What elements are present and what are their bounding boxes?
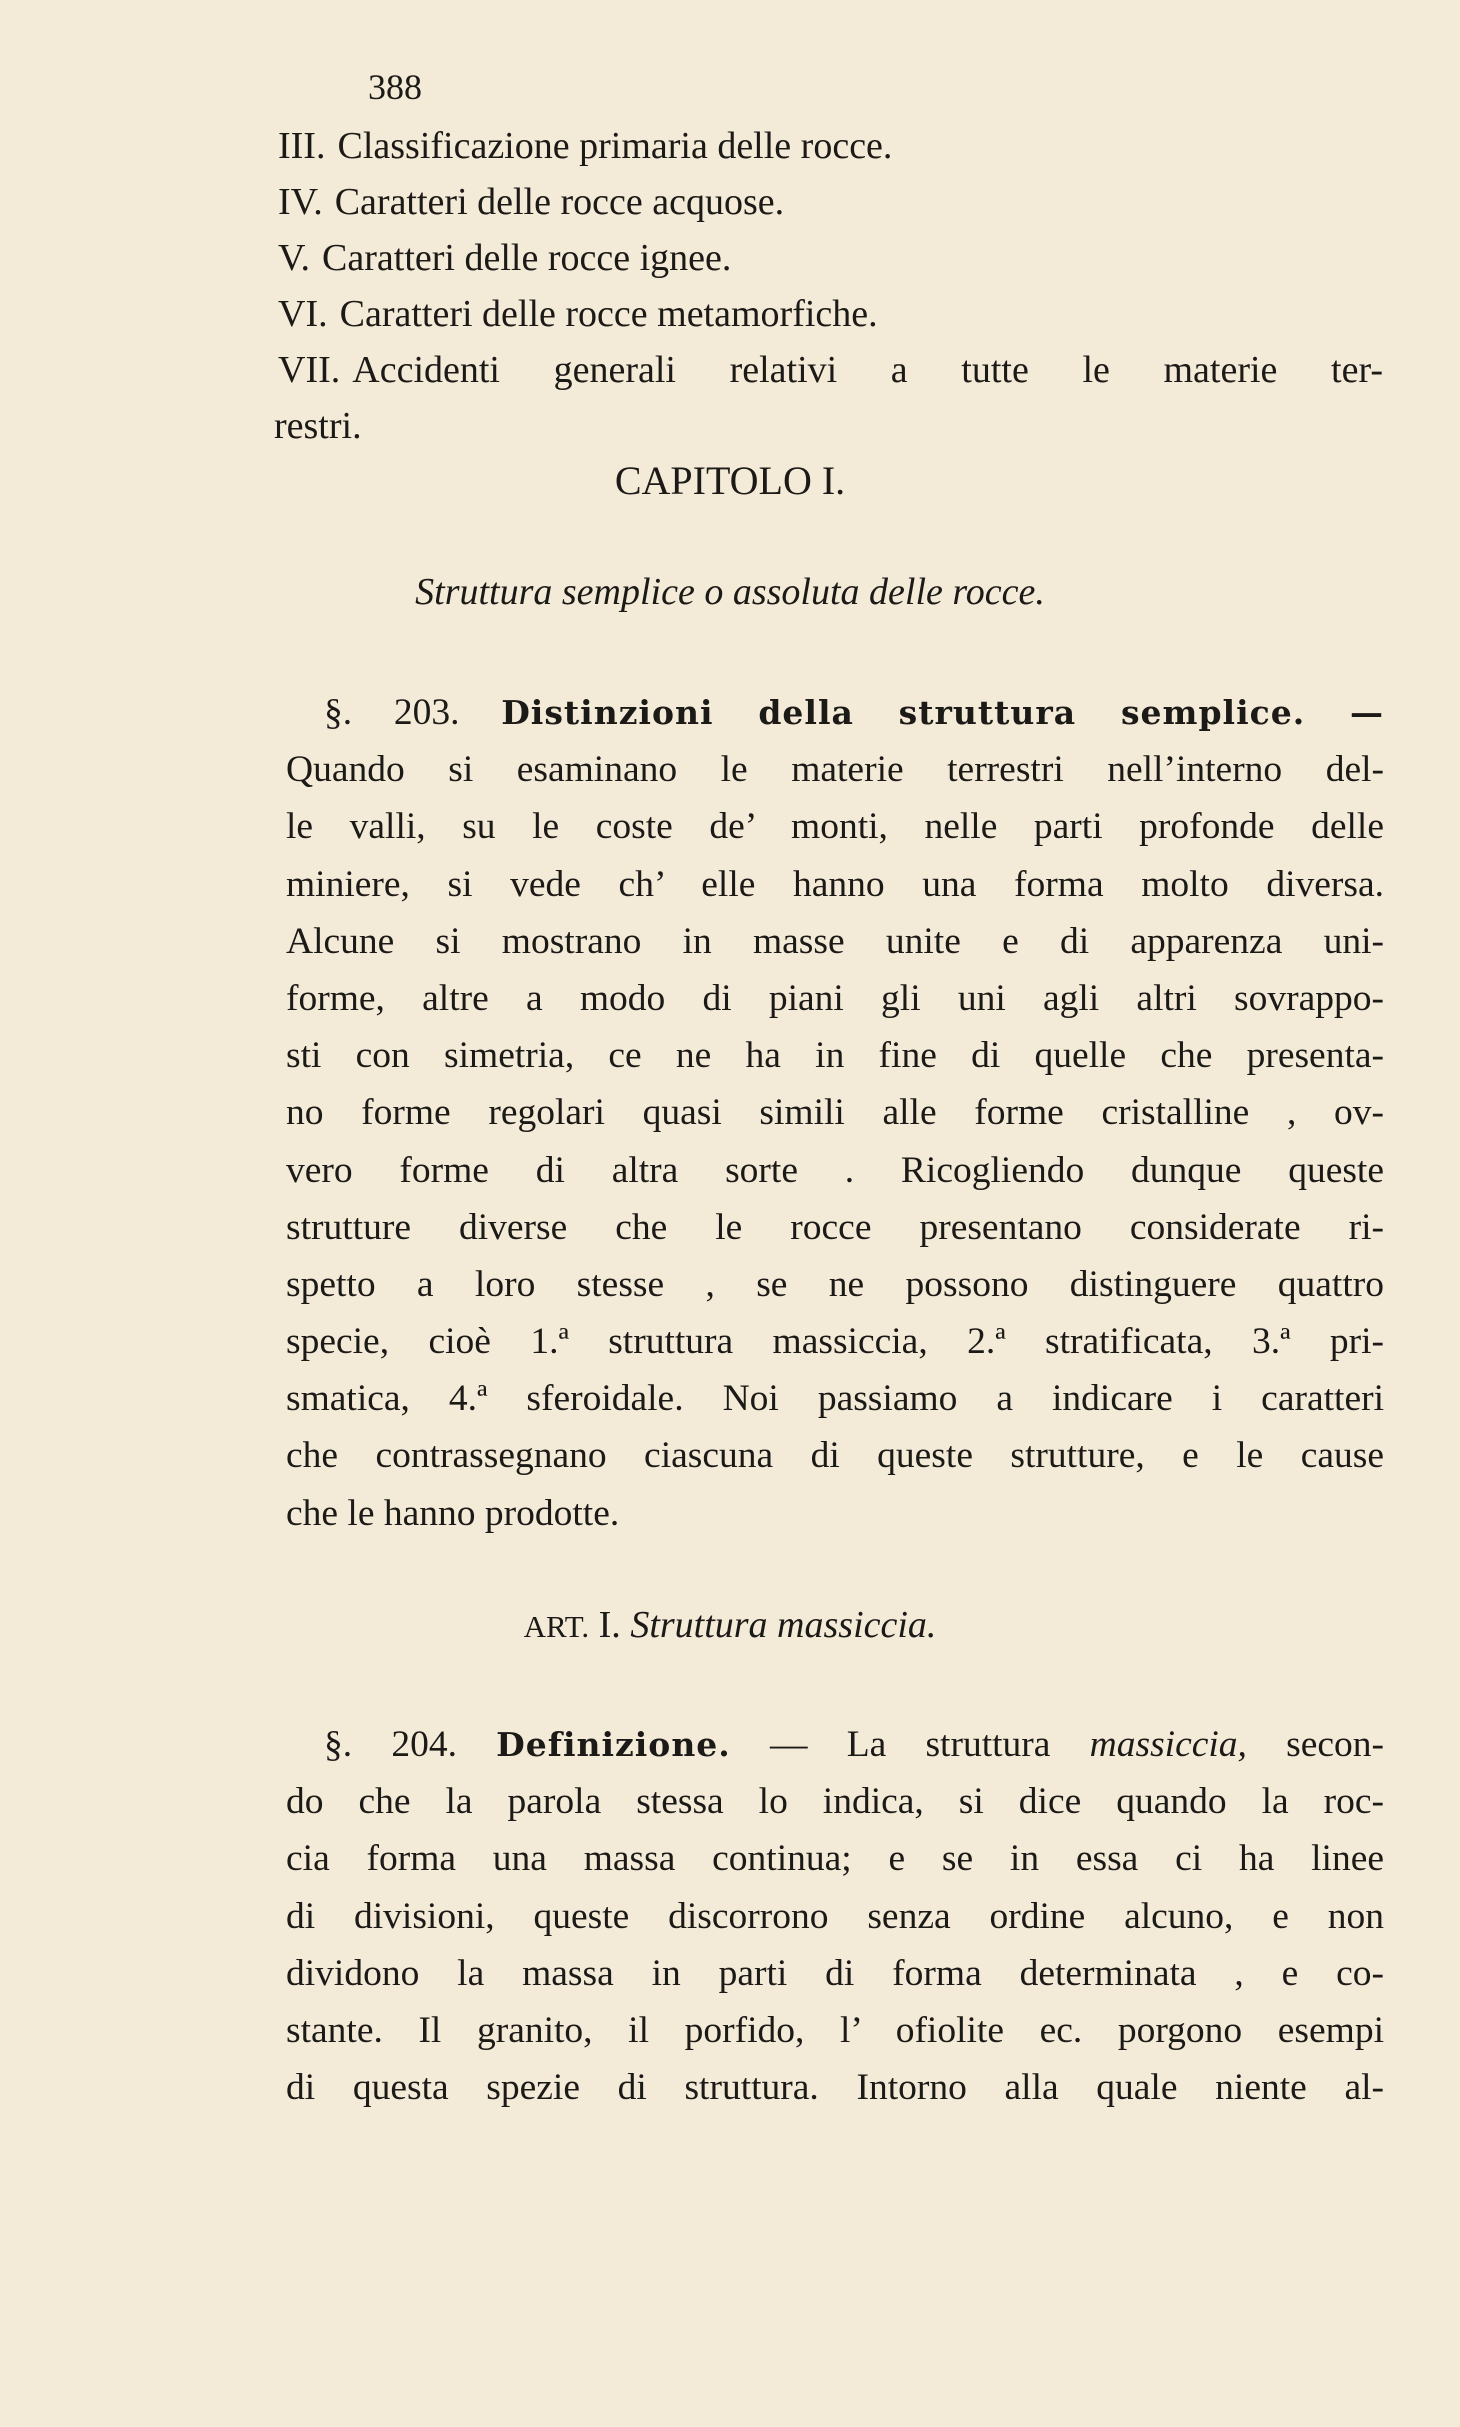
chapter-subtitle: Struttura semplice o assoluta delle rocce. xyxy=(415,571,1045,613)
text-line: spetto a loro stesse , se ne possono distinguere quattro xyxy=(286,1263,1384,1305)
section-203 xyxy=(286,684,1384,1542)
toc-item-continuation: restri. xyxy=(274,405,362,447)
text-line: vero forme di altra sorte . Ricogliendo dunque queste xyxy=(286,1149,1384,1191)
text-line: sti con simetria, ce ne ha in fine di quelle che presenta- xyxy=(286,1035,1384,1077)
section-203-first-line xyxy=(286,684,1384,741)
toc-item: VI. Caratteri delle rocce metamorfiche. xyxy=(278,293,878,335)
chapter-contents-list xyxy=(274,118,1383,454)
text-line: miniere, si vede ch’ elle hanno una forma molto diversa. xyxy=(286,863,1384,905)
text-line: dividono la massa in parti di forma determinata , e co- xyxy=(286,1952,1384,1994)
chapter-title: CAPITOLO I. xyxy=(614,458,846,503)
text-line: le valli, su le coste de’ monti, nelle parti profonde delle xyxy=(286,806,1384,848)
text-line: di divisioni, queste discorrono senza ordine alcuno, e non xyxy=(286,1895,1384,1937)
text-line: no forme regolari quasi simili alle forme cristalline , ov- xyxy=(286,1092,1384,1134)
article-title: ART. I. Struttura massiccia. xyxy=(523,1604,937,1646)
text-line: do che la parola stessa lo indica, si dice quando la roc- xyxy=(286,1781,1384,1823)
text-line: specie, cioè 1.ª struttura massiccia, 2.ª stratificata, 3.ª pri- xyxy=(286,1321,1384,1363)
section-number: §. 204. xyxy=(324,1724,457,1765)
toc-item: V. Caratteri delle rocce ignee. xyxy=(278,237,732,279)
section-204 xyxy=(286,1716,1384,2116)
text-line: Alcune si mostrano in masse unite e di apparenza uni- xyxy=(286,920,1384,962)
toc-item: III. Classificazione primaria delle rocce. xyxy=(278,125,893,167)
section-number: §. 203. xyxy=(324,692,460,733)
text-line: di questa spezie di struttura. Intorno alla quale niente al- xyxy=(286,2067,1384,2109)
toc-item: VII. Accidenti generali relativi a tutte le materie ter- xyxy=(278,349,1383,391)
page-number: 388 xyxy=(368,67,422,107)
text-line: strutture diverse che le rocce presentano considerate ri- xyxy=(286,1206,1384,1248)
text-line: cia forma una massa continua; e se in essa ci ha linee xyxy=(286,1838,1384,1880)
text-line: che contrassegnano ciascuna di queste strutture, e le cause xyxy=(286,1435,1384,1477)
section-heading: Definizione. xyxy=(496,1725,731,1764)
section-204-first-line: §. 204. Definizione. — La struttura massiccia, secon- xyxy=(286,1716,1384,1773)
text-line: che le hanno prodotte. xyxy=(286,1492,620,1534)
text-line: Quando si esaminano le materie terrestri nell’interno del- xyxy=(286,749,1384,791)
text-line: stante. Il granito, il porfido, l’ ofiolite ec. porgono esempi xyxy=(286,2009,1384,2051)
section-heading: Distinzioni della struttura semplice. — xyxy=(501,693,1385,732)
toc-item: IV. Caratteri delle rocce acquose. xyxy=(278,181,785,223)
text-line: smatica, 4.ª sferoidale. Noi passiamo a indicare i caratteri xyxy=(286,1378,1384,1420)
text-line: forme, altre a modo di piani gli uni agli altri sovrappo- xyxy=(286,977,1384,1019)
